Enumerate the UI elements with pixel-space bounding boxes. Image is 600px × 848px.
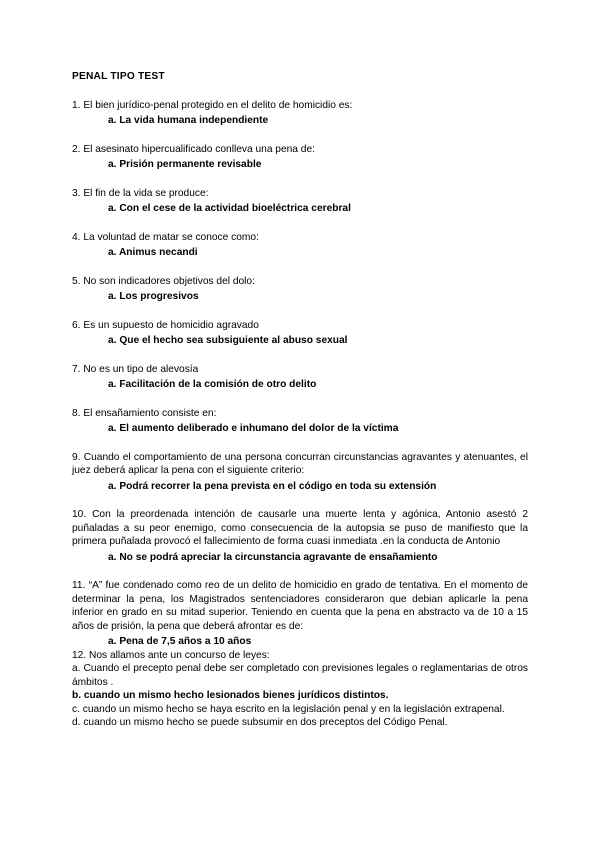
question-text: 6. Es un supuesto de homicidio agravado <box>72 319 259 331</box>
answer: a. Animus necandi <box>108 247 198 258</box>
question-text: 3. El fin de la vida se produce: <box>72 187 209 199</box>
question-text: 1. El bien jurídico-penal protegido en el delito de homicidio es: <box>72 99 353 111</box>
question-8 <box>72 407 528 436</box>
answer: a. Pena de 7,5 años a 10 años <box>108 636 252 647</box>
question-2 <box>72 143 528 172</box>
question-5 <box>72 275 528 304</box>
document-title: PENAL TIPO TEST <box>72 71 165 82</box>
answer: a. Con el cese de la actividad bioeléctrica cerebral <box>108 203 351 214</box>
question-3 <box>72 187 528 216</box>
question-text: 10. Con la preordenada intención de causarle una muerte lenta y agónica, Antonio asestó 2 puñaladas a su peor enemigo, como consecuencia de la autopsia se puso de manifiesto que la primera puñalada provocó el fallecimiento de forma cuasi inmediata .en la conducta de Antonio <box>72 509 528 547</box>
question-text: 2. El asesinato hipercualificado conlleva una pena de: <box>72 143 315 155</box>
question-text: 7. No es un tipo de alevosía <box>72 363 199 375</box>
question-text: 8. El ensañamiento consiste en: <box>72 407 217 419</box>
question-text: 12. Nos allamos ante un concurso de leyes: <box>72 649 270 661</box>
document-page <box>72 70 528 745</box>
answer: a. La vida humana independiente <box>108 115 269 126</box>
answer: a. Que el hecho sea subsiguiente al abuso sexual <box>108 335 348 346</box>
question-6 <box>72 319 528 348</box>
question-text: 5. No son indicadores objetivos del dolo: <box>72 275 255 287</box>
question-11 <box>72 579 528 649</box>
option-c: c. cuando un mismo hecho se haya escrito en la legislación penal y en la legislación extrapenal. <box>72 703 505 715</box>
question-9 <box>72 451 528 494</box>
answer: a. Los progresivos <box>108 291 199 302</box>
answer: a. Podrá recorrer la pena prevista en el código en toda su extensión <box>108 480 437 492</box>
question-text: 4. La voluntad de matar se conoce como: <box>72 231 259 243</box>
option-a: a. Cuando el precepto penal debe ser completado con previsiones legales o reglamentarias de otros ámbitos . <box>72 663 528 688</box>
question-4 <box>72 231 528 260</box>
question-text: 9. Cuando el comportamiento de una persona concurran circunstancias agravantes y atenuantes, el juez deberá aplicar la pena con el siguiente criterio: <box>72 451 528 476</box>
question-text: 11. “A” fue condenado como reo de un delito de homicidio en grado de tentativa. En el momento de determinar la pena, los Magistrados sentenciadores consideraron que debian aplicarle la pena inferior en grado en su mitad superior. Teniendo en cuenta que la pena en abstracto va de 10 a 15 años de prisión, la pena que deberá afrontar es de: <box>72 580 528 632</box>
answer: a. El aumento deliberado e inhumano del dolor de la víctima <box>108 423 399 434</box>
answer: a. Facilitación de la comisión de otro delito <box>108 379 317 390</box>
answer: a. No se podrá apreciar la circunstancia agravante de ensañamiento <box>108 551 438 563</box>
option-b: b. cuando un mismo hecho lesionados bienes jurídicos distintos. <box>72 690 389 701</box>
answer: a. Prisión permanente revisable <box>108 159 262 170</box>
question-7 <box>72 363 528 392</box>
option-d: d. cuando un mismo hecho se puede subsumir en dos preceptos del Código Penal. <box>72 717 448 728</box>
question-10 <box>72 508 528 564</box>
question-12 <box>72 649 528 730</box>
question-1 <box>72 99 528 128</box>
